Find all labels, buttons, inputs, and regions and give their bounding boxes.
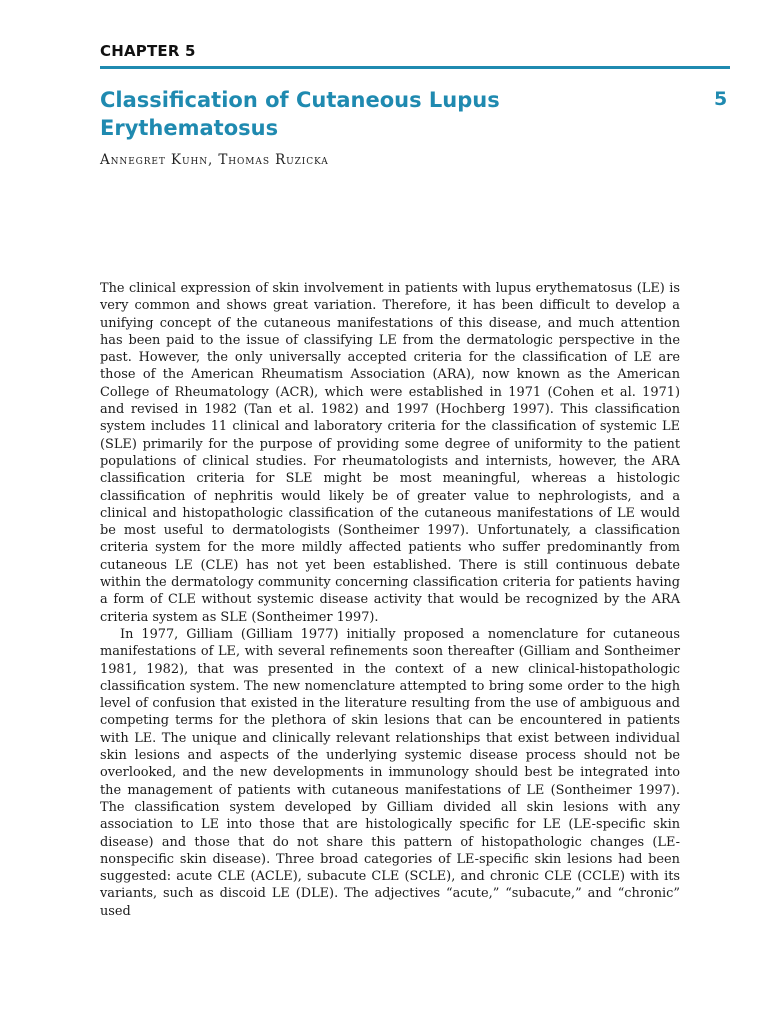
chapter-label: CHAPTER 5 — [100, 42, 196, 60]
authors: Annegret Kuhn, Thomas Ruzicka — [100, 152, 329, 168]
body-text — [100, 280, 680, 920]
paragraph-1: The clinical expression of skin involvement in patients with lupus erythematosus (LE) is very common and shows great variation. Therefore, it has been difficult to develop a unifying concept of the cutaneous manifestations of this disease, and much attention has been paid to the issue of classifying LE from the dermatologic perspective in the past. However, the only universally accepted criteria for the classification of LE are those of the American Rheumatism Association (ARA), now known as the American College of Rheumatology (ACR), which were established in 1971 (Cohen et al. 1971) and revised in 1982 (Tan et al. 1982) and 1997 (Hochberg 1997). This classification system includes 11 clinical and laboratory criteria for the classification of systemic LE (SLE) primarily for the purpose of providing some degree of uniformity to the patient populations of clinical studies. For rheumatologists and internists, however, the ARA classification criteria for SLE might be most meaningful, whereas a histologic classification of nephritis would likely be of greater value to nephrologists, and a clinical and histopathologic classification of the cutaneous manifestations of LE would be most useful to dermatologists (Sontheimer 1997). Unfortunately, a classification criteria system for the more mildly affected patients who suffer predominantly from cutaneous LE (CLE) has not yet been established. There is still continuous debate within the dermatology community concerning classification criteria for patients having a form of CLE without systemic disease activity that would be recognized by the ARA criteria system as SLE (Sontheimer 1997). — [100, 281, 680, 625]
chapter-title: Classification of Cutaneous Lupus Erythematosus — [100, 88, 500, 140]
header-rule — [100, 66, 730, 69]
paragraph-2: In 1977, Gilliam (Gilliam 1977) initially proposed a nomenclature for cutaneous manifestations of LE, with several refinements soon thereafter (Gilliam and Sontheimer 1981, 1982), that was presented in the context of a new clinical-histopathologic classification system. The new nomenclature attempted to bring some order to the high level of confusion that existed in the literature resulting from the use of ambiguous and competing terms for the plethora of skin lesions that can be encountered in patients with LE. The unique and clinically relevant relationships that exist between individual skin lesions and aspects of the underlying systemic disease process should not be overlooked, and the new developments in immunology should best be integrated into the management of patients with cutaneous manifestations of LE (Sontheimer 1997). The classification system developed by Gilliam divided all skin lesions with any association to LE into those that are histologically specific for LE (LE-specific skin disease) and those that do not share this pattern of histopathologic changes (LE-nonspecific skin disease). Three broad categories of LE-specific skin lesions had been suggested: acute CLE (ACLE), subacute CLE (SCLE), and chronic CLE (CCLE) with its variants, such as discoid LE (DLE). The adjectives “acute,” “subacute,” and “chronic” used — [100, 626, 680, 919]
chapter-number: 5 — [714, 88, 728, 110]
